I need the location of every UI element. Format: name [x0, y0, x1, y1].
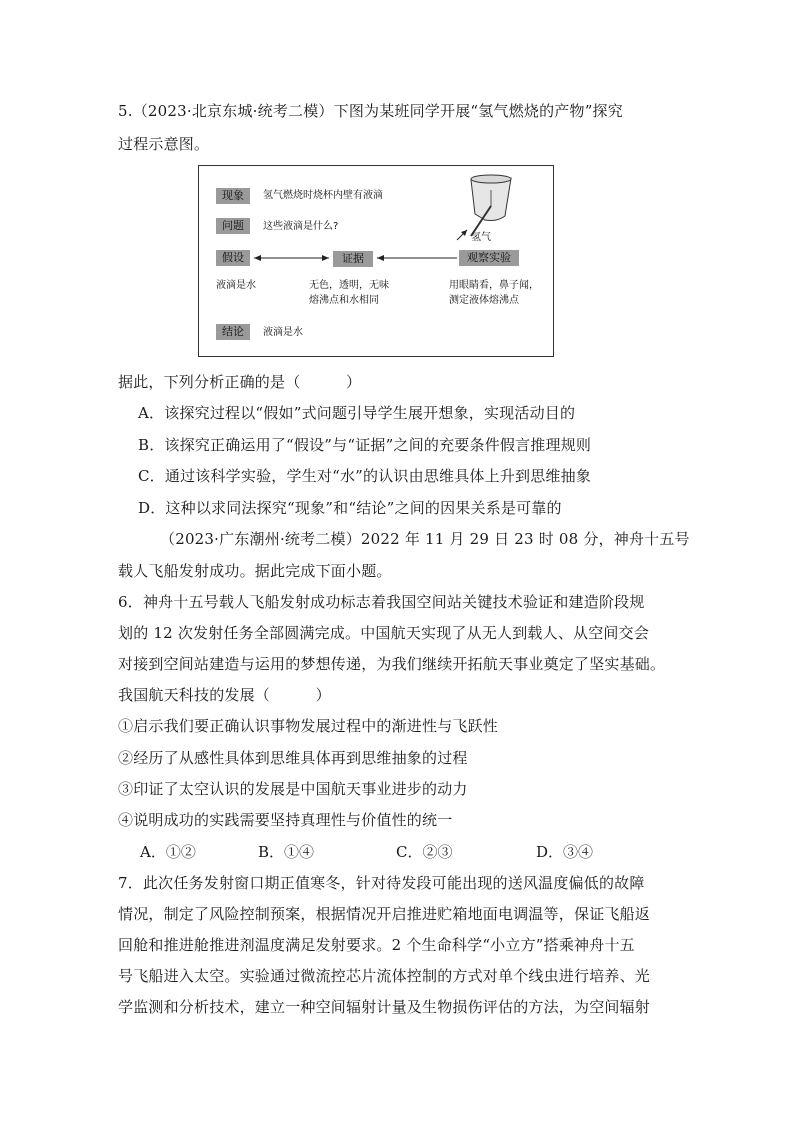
q6-statement-3: ③印证了太空认识的发展是中国航天事业进步的动力 — [118, 780, 468, 798]
q6-choice-c: C．②③ — [396, 843, 453, 861]
group-intro-line-2: 载人飞船发射成功。据此完成下面小题。 — [118, 562, 392, 580]
diagram-text-phenomenon: 氢气燃烧时烧杯内壁有液滴 — [263, 190, 383, 201]
diagram-text-experiment-2: 测定液体熔沸点 — [449, 295, 519, 306]
diagram-text-question: 这些液滴是什么? — [263, 221, 339, 232]
group-intro-line-1: （2023·广东潮州·统考二模）2022 年 11 月 29 日 23 时 08 分，神舟十五号 — [160, 530, 690, 548]
q6-statement-2: ②经历了从感性具体到思维具体再到思维抽象的过程 — [118, 749, 468, 767]
q5-option-b: B．该探究正确运用了“假设”与“证据”之间的充要条件假言推理规则 — [138, 436, 592, 454]
q5-prompt: 据此，下列分析正确的是（ ） — [118, 373, 362, 391]
q5-option-c: C．通过该科学实验，学生对“水”的认识由思维具体上升到思维抽象 — [138, 467, 592, 485]
q5-stem-line-1: 5.（2023·北京东城·统考二模）下图为某班同学开展“氢气燃烧的产物”探究 — [118, 102, 623, 120]
q6-stem-line-1: 6．神舟十五号载人飞船发射成功标志着我国空间站关键技术验证和建造阶段规 — [118, 593, 645, 611]
diagram-label-phenomenon: 现象 — [216, 188, 250, 204]
diagram-text-experiment-1: 用眼睛看，鼻子闻， — [449, 280, 539, 291]
diagram-text-evidence-2: 熔沸点和水相同 — [309, 295, 379, 306]
q6-stem-line-2: 划的 12 次发射任务全部圆满完成。中国航天实现了从无人到载人、从空间交会 — [118, 624, 650, 642]
q7-stem-line-5: 学监测和分析技术，建立一种空间辐射计量及生物损伤评估的方法，为空间辐射 — [118, 998, 651, 1016]
diagram-text-conclusion: 液滴是水 — [263, 327, 303, 338]
inquiry-process-diagram — [198, 165, 554, 357]
diagram-text-hypothesis: 液滴是水 — [216, 280, 256, 291]
q6-stem-line-4: 我国航天科技的发展（ ） — [118, 686, 331, 704]
q6-stem-line-3: 对接到空间站建造与运用的梦想传递，为我们继续开拓航天事业奠定了坚实基础。 — [118, 655, 666, 673]
diagram-arrows-and-beaker — [199, 166, 553, 356]
q6-choice-d: D．③④ — [536, 843, 594, 861]
q5-option-a: A．该探究过程以“假如”式问题引导学生展开想象，实现活动目的 — [138, 404, 576, 422]
q6-statement-1: ①启示我们要正确认识事物发展过程中的渐进性与飞跃性 — [118, 717, 499, 735]
diagram-hydrogen-label: 氢气 — [471, 232, 491, 243]
q6-choice-a: A．①② — [140, 843, 196, 861]
diagram-label-hypothesis: 假设 — [216, 250, 250, 266]
diagram-label-evidence: 证据 — [333, 251, 373, 267]
diagram-label-conclusion: 结论 — [216, 324, 250, 340]
diagram-label-experiment: 观察实验 — [459, 250, 519, 266]
diagram-text-evidence-1: 无色，透明，无味 — [309, 280, 389, 291]
q7-stem-line-1: 7．此次任务发射窗口期正值寒冬，针对待发段可能出现的送风温度偏低的故障 — [118, 874, 645, 892]
q5-stem-line-2: 过程示意图。 — [118, 135, 210, 153]
q6-statement-4: ④说明成功的实践需要坚持真理性与价值性的统一 — [118, 811, 453, 829]
q5-option-d: D．这种以求同法探究“现象”和“结论”之间的因果关系是可靠的 — [138, 499, 562, 517]
diagram-label-question: 问题 — [216, 218, 250, 234]
q7-stem-line-2: 情况，制定了风险控制预案，根据情况开启推进贮箱地面电调温等，保证飞船返 — [118, 905, 651, 923]
q7-stem-line-3: 回舱和推进舱推进剂温度满足发射要求。2 个生命科学“小立方”搭乘神舟十五 — [118, 936, 635, 954]
q6-choice-b: B．①④ — [258, 843, 315, 861]
q7-stem-line-4: 号飞船进入太空。实验通过微流控芯片流体控制的方式对单个线虫进行培养、光 — [118, 967, 651, 985]
